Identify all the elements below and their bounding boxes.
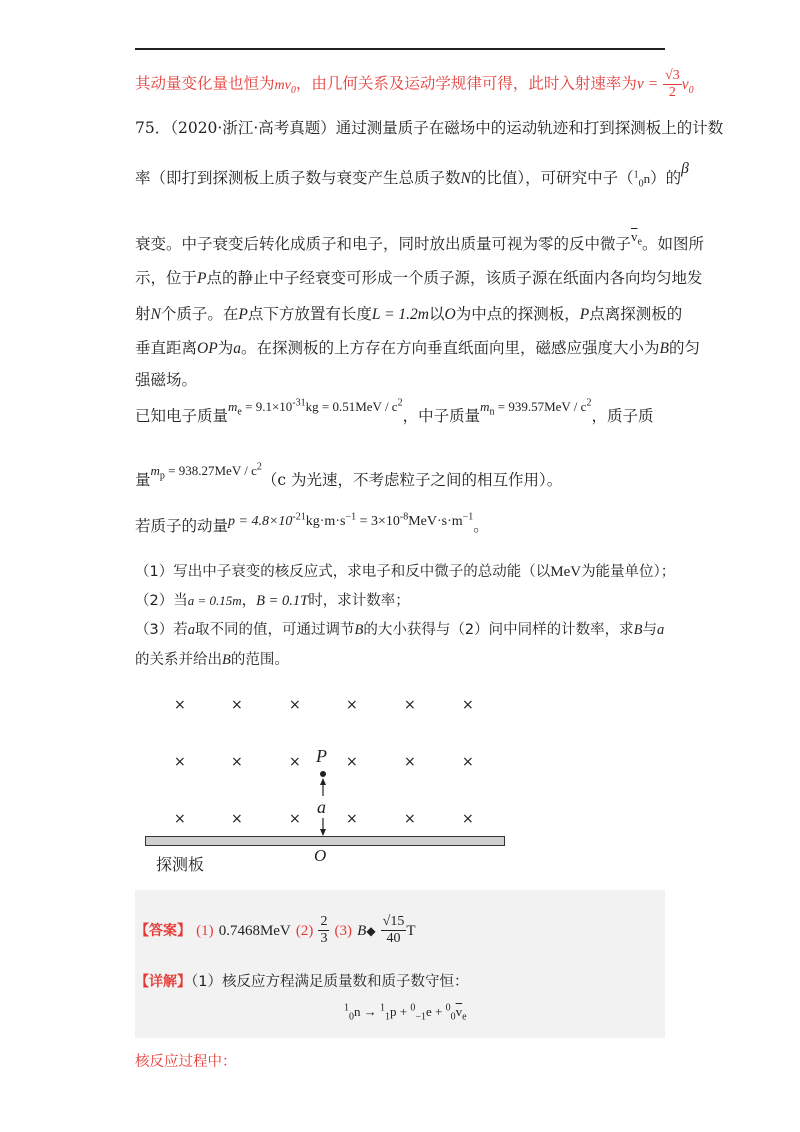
question-3: （3）若a取不同的值，可通过调节B的大小获得与（2）问中同样的计数率，求B与a: [135, 622, 665, 638]
electron-mass-eq: me = 9.1×10-31kg = 0.51MeV / c2: [228, 397, 403, 418]
detector-board-label: 探测板: [156, 855, 205, 874]
field-cross: ×: [174, 697, 186, 713]
header-red-line: [135, 68, 694, 101]
field-cross: ×: [462, 811, 474, 827]
beta-symbol: β: [681, 160, 689, 177]
footer-text: 核反应过程中：: [135, 1054, 237, 1070]
answer-value-3-unit: T: [406, 923, 416, 939]
problem-line-7: 强磁场。: [135, 371, 198, 389]
field-cross: ×: [231, 811, 243, 827]
problem-line-1: 75．（2020·浙江·高考真题）通过测量质子在磁场中的运动轨迹和打到探测板上的计数: [135, 119, 724, 137]
nuclear-equation: $^1_0n \to ^1_1p + ^0_{-1}e + ^0_0\overline{v}_e$: [344, 1002, 467, 1023]
neutron-symbol: $^1_0$n: [633, 169, 651, 190]
answer-value-1: 0.7468MeV: [218, 923, 291, 939]
detector-board: [145, 836, 505, 846]
field-cross: ×: [289, 754, 301, 770]
question-3-cont: 的关系并给出B的范围。: [135, 652, 289, 668]
answer-line: 【答案】 (1) 0.7468MeV (2) $\frac{2}{3}$ (3) B◆ $\frac{√15}{40}$ T: [135, 914, 416, 946]
momentum-line: 若质子的动量$p = 4.8\times 10^{-21}kg\cdot m\cdot s^{-1} = 3\times 10^{-8}MeV\cdot s\cdot m^{-1}$。: [135, 511, 489, 535]
header-fraction: $\frac{√3}{2}$: [665, 68, 680, 100]
field-cross: ×: [231, 697, 243, 713]
problem-line-2: 率（即打到探测板上质子数与衰变产生总质子数N的比值），可研究中子（$^1_0$n）的β: [135, 160, 689, 190]
detail-tag: 【详解】: [135, 974, 191, 990]
problem-line-4: 示，位于P点的静止中子经衰变可形成一个质子源，该质子源在纸面内各向均匀地发: [135, 269, 703, 287]
question-1: （1）写出中子衰变的核反应式，求电子和反中微子的总动能（以MeV为能量单位）；: [135, 564, 676, 580]
proton-mass-eq: mp = 938.27MeV / c2: [150, 461, 262, 482]
top-rule: [135, 48, 665, 50]
problem-line-5: 射N个质子。在P点下方放置有长度L = 1.2m以O为中点的探测板，P点离探测板的: [135, 305, 683, 323]
detail-line: [135, 970, 468, 991]
field-cross: ×: [404, 754, 416, 770]
answer-value-3-frac: $\frac{√15}{40}$: [382, 914, 405, 946]
field-cross: ×: [346, 697, 358, 713]
answer-value-3-b: B: [357, 923, 367, 939]
point-p-label: P: [316, 746, 327, 766]
field-cross: ×: [462, 697, 474, 713]
field-cross: ×: [289, 811, 301, 827]
antineutrino-symbol: ve: [631, 229, 642, 248]
field-cross: ×: [404, 697, 416, 713]
field-cross: ×: [462, 754, 474, 770]
problem-line-6: 垂直距离OP为a。在探测板的上方存在方向垂直纸面向里，磁感应强度大小为B的匀: [135, 339, 700, 357]
answer-tag: 【答案】: [135, 923, 191, 939]
neutron-mass-eq: mn = 939.57MeV / c2: [480, 397, 592, 418]
proton-mass-line: 量$^{m_p = 938.27MeV / c^2}$（c 为光速，不考虑粒子之间的相互作用）。: [135, 461, 563, 489]
field-cross: ×: [404, 811, 416, 827]
distance-a-label: a: [317, 797, 326, 817]
header-v-eq: v =: [636, 75, 659, 93]
field-cross: ×: [174, 754, 186, 770]
header-text-1: 其动量变化量也恒为: [135, 74, 275, 93]
answer-num-3: (3): [334, 923, 353, 939]
header-text-2: ，由几何关系及运动学规律可得，此时入射速率为: [295, 74, 637, 93]
answer-num-1: (1): [196, 923, 214, 939]
question-2: （2）当a = 0.15m，B = 0.1T时，求计数率；: [135, 593, 410, 609]
point-o-label: O: [314, 846, 327, 865]
answer-num-2: (2): [295, 923, 314, 939]
field-cross: ×: [231, 754, 243, 770]
field-cross: ×: [346, 754, 358, 770]
header-v0: $v_0$: [681, 75, 694, 96]
header-mv0: $mv_0$: [274, 77, 296, 96]
electron-mass-line: 已知电子质量$^{m_e = 9.1\times 10^{-31}kg = 0.51MeV / c^2}$，中子质量$^{m_n = 939.57MeV / c^2}$，质子质: [135, 397, 654, 425]
problem-line-3: 衰变。中子衰变后转化成质子和电子，同时放出质量可视为零的反中微子$^{\overline{v}_e}$。如图所: [135, 229, 704, 253]
field-cross: ×: [346, 811, 358, 827]
detail-text: （1）核反应方程满足质量数和质子数守恒：: [191, 974, 469, 990]
field-cross: ×: [289, 697, 301, 713]
momentum-eq: $p = 4.8\times 10^{-21}kg\cdot m\cdot s^{-1} = 3\times 10^{-8}MeV\cdot s\cdot m^{-1}$: [228, 511, 474, 529]
answer-value-2: $\frac{2}{3}$: [320, 914, 328, 946]
field-cross: ×: [174, 811, 186, 827]
